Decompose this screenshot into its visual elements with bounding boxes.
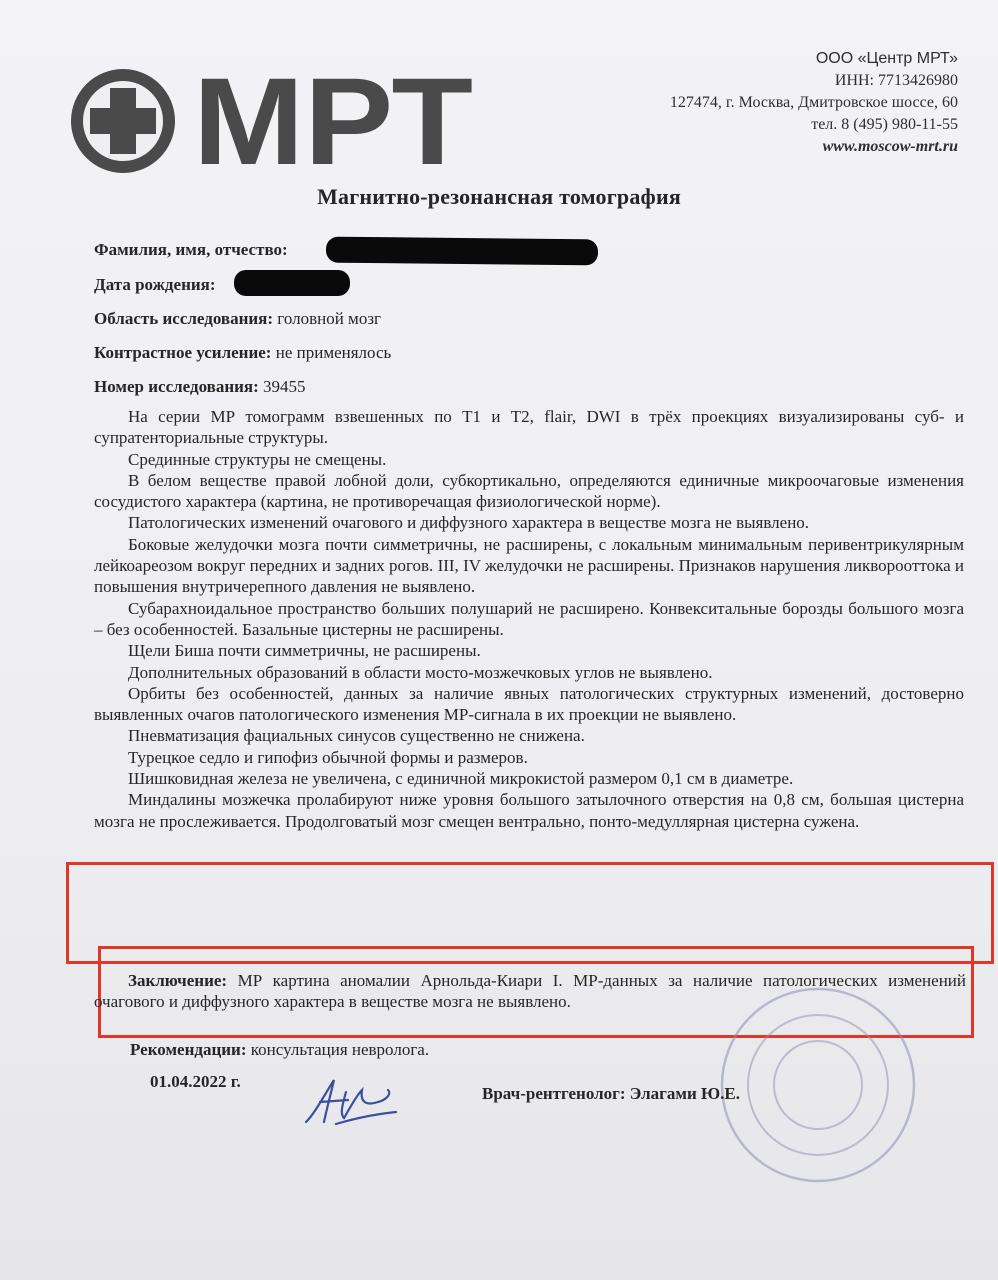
field-label: Номер исследования: [94,377,259,396]
field-contrast [94,343,391,363]
conclusion-label: Заключение: [128,971,228,990]
org-website: www.moscow-mrt.ru [822,138,958,155]
mrt-logo [68,66,478,176]
redaction-bar [234,270,350,296]
logo-text: МРТ [193,66,473,176]
field-label: Область исследования: [94,309,274,328]
field-label: Контрастное усиление: [94,343,272,362]
paragraph: Орбиты без особенностей, данных за наличие явных патологических структурных изменений, достоверно выявленных очагов патологического изменения МР-сигнала в их проекции не выявлено. [94,683,964,725]
doctor-label: Врач-рентгенолог: [482,1084,626,1103]
redaction-bar [326,237,598,266]
field-value: головной мозг [277,309,382,328]
paragraph: Щели Биша почти симметричны, не расширены. [128,641,481,661]
paragraph: Миндалины мозжечка пролабируют ниже уровня большого затылочного отверстия на 0,8 см, большая цистерна мозга не прослеживается. Продолговатый мозг смещен вентрально, понто-медуллярная цистерна сужена. [94,790,964,831]
report-date: 01.04.2022 г. [150,1072,241,1091]
org-address: 127474, г. Москва, Дмитровское шоссе, 60 [669,94,958,111]
paragraph: Дополнительных образований в области мосто-мозжечковых углов не выявлено. [128,662,713,682]
field-full-name [94,240,288,260]
paragraph: Субарахноидальное пространство больших полушарий не расширено. Конвекситальные борозды большого мозга – без особенностей. Базальные цистерны не расширены. [94,598,964,639]
field-label: Дата рождения: [94,275,216,294]
paragraph: Срединные структуры не смещены. [128,449,387,469]
stamp-icon [718,985,918,1185]
findings-text [94,406,964,832]
doctor [482,1084,740,1104]
field-label: Фамилия, имя, отчество: [94,240,288,259]
recommendation-label: Рекомендации: [130,1040,247,1059]
recommendation-text: консультация невролога. [250,1040,430,1059]
doctor-name: Элагами Ю.Е. [629,1084,740,1103]
paragraph: Шишковидная железа не увеличена, с единичной микрокистой размером 0,1 см в диаметре. [128,769,794,789]
signature-icon [296,1072,406,1132]
org-phone: тел. 8 (495) 980-11-55 [811,116,958,133]
conclusion-text: МР картина аномалии Арнольда-Киари I. МР-данных за наличие патологических изменений очагового и диффузного характера в веществе мозга не выявлено. [94,971,966,1011]
org-inn: ИНН: 7713426980 [834,72,958,89]
field-value: 39455 [263,377,306,396]
field-study-number [94,377,306,397]
paragraph: Турецкое седло и гипофиз обычной формы и размеров. [128,747,528,767]
document-title: Магнитно-резонансная томография [317,184,681,209]
field-value: не применялось [275,343,392,362]
paragraph: Боковые желудочки мозга почти симметричны, не расширены, с локальным минимальным перивентрикулярным лейкоареозом вокруг передних и задних рогов. III, IV желудочки не расширены. Признаков нарушения ликворооттока и повышения внутричерепного давления не выявлено. [94,534,964,597]
recommendation [130,1040,429,1060]
paragraph: На серии МР томограмм взвешенных по Т1 и Т2, flair, DWI в трёх проекциях визуализированы суб- и супратенториальные структуры. [94,407,964,448]
paragraph: Патологических изменений очагового и диффузного характера в веществе мозга не выявлено. [128,513,810,533]
paragraph: В белом веществе правой лобной доли, субкортикально, определяются единичные микроочаговые изменения сосудистого характера (картина, не противоречащая физиологической норме). [94,470,964,512]
paragraph: Пневматизация фациальных синусов существенно не снижена. [128,726,585,746]
org-name: ООО «Центр МРТ» [815,50,958,67]
field-birth-date [94,275,216,295]
field-study-area [94,309,381,329]
organization-info [670,48,958,158]
